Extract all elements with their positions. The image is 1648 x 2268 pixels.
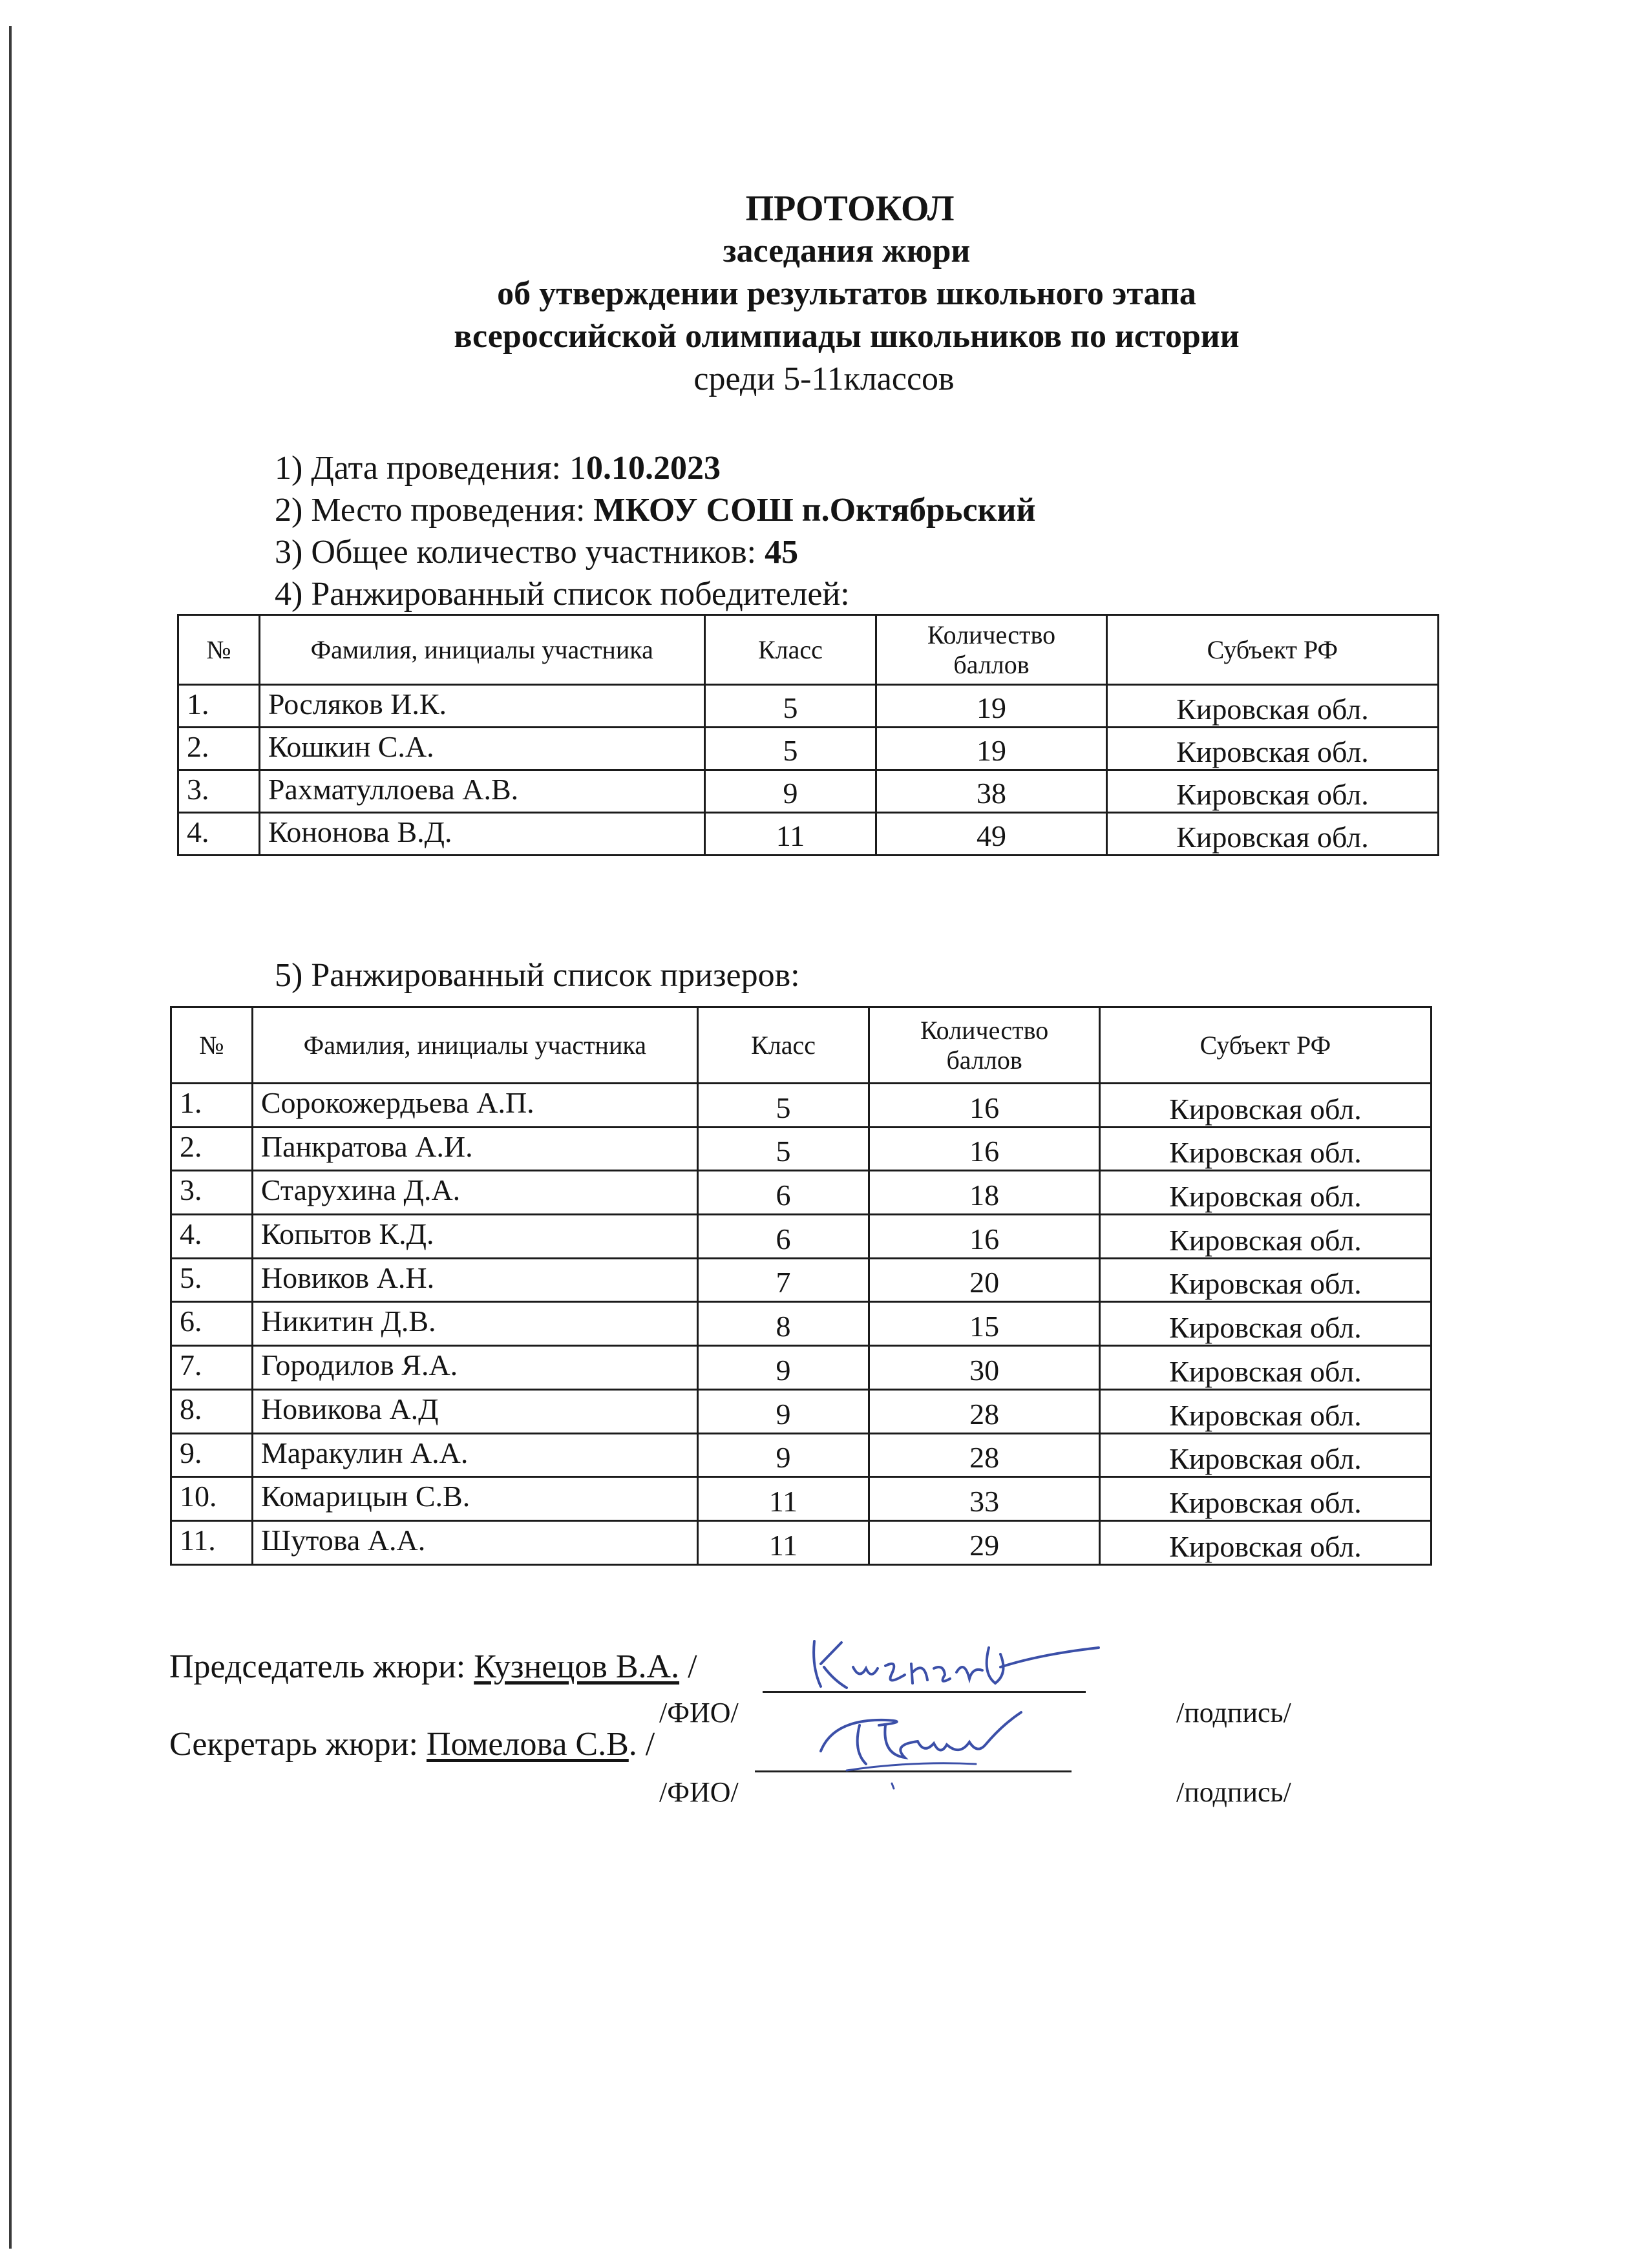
cell-no: 1. — [178, 685, 260, 728]
cell-no: 1. — [171, 1084, 253, 1128]
column-header-class: Класс — [704, 615, 876, 685]
prizers-header-row — [171, 1007, 1431, 1084]
info-date-value: 0.10.2023 — [586, 450, 721, 487]
cell-region: Кировская обл. — [1106, 813, 1438, 856]
cell-name: Копытов К.Д. — [252, 1215, 697, 1259]
cell-no: 7. — [171, 1346, 253, 1390]
cell-no: 6. — [171, 1302, 253, 1346]
table-row — [171, 1389, 1431, 1433]
info-count-label: 3) Общее количество участников: — [275, 534, 765, 571]
cell-class: 6 — [697, 1215, 869, 1259]
column-header-name: Фамилия, инициалы участника — [252, 1007, 697, 1084]
cell-class: 9 — [697, 1346, 869, 1390]
chair-handwritten-signature — [795, 1628, 1105, 1706]
info-place-value: МКОУ СОШ п.Октябрьский — [593, 492, 1036, 529]
cell-score: 20 — [869, 1258, 1100, 1302]
cell-no: 2. — [178, 728, 260, 770]
cell-no: 4. — [178, 813, 260, 856]
cell-no: 5. — [171, 1258, 253, 1302]
secretary-handwritten-signature — [808, 1699, 1066, 1796]
cell-class: 11 — [697, 1520, 869, 1564]
cell-score: 28 — [869, 1433, 1100, 1477]
info-winners-heading: 4) Ранжированный список победителей: — [275, 576, 850, 613]
info-place-label: 2) Место проведения: — [275, 492, 594, 529]
info-date — [275, 449, 721, 487]
document-subtitle-2: об утверждении результатов школьного этапа — [497, 275, 1196, 312]
cell-region: Кировская обл. — [1099, 1433, 1431, 1477]
column-header-class: Класс — [697, 1007, 869, 1084]
winners-header-row — [178, 615, 1439, 685]
cell-region: Кировская обл. — [1099, 1520, 1431, 1564]
cell-name: Новикова А.Д — [252, 1389, 697, 1433]
cell-score: 19 — [876, 728, 1107, 770]
cell-region: Кировская обл. — [1099, 1258, 1431, 1302]
cell-no: 3. — [178, 770, 260, 813]
cell-score: 16 — [869, 1127, 1100, 1171]
cell-class: 11 — [704, 813, 876, 856]
column-header-score-line2: баллов — [953, 649, 1030, 679]
cell-region: Кировская обл. — [1099, 1171, 1431, 1215]
cell-class: 7 — [697, 1258, 869, 1302]
info-prizers-heading: 5) Ранжированный список призеров: — [275, 957, 800, 994]
cell-region: Кировская обл. — [1099, 1084, 1431, 1128]
table-row — [178, 813, 1439, 856]
cell-name: Комарицын С.В. — [252, 1477, 697, 1521]
column-header-score — [869, 1007, 1100, 1084]
cell-score: 19 — [876, 685, 1107, 728]
cell-class: 9 — [697, 1389, 869, 1433]
chair-label: Председатель жюри: — [169, 1648, 474, 1685]
column-header-score-line1: Количество — [920, 1015, 1049, 1045]
cell-name: Сорокожердьева А.П. — [252, 1084, 697, 1128]
cell-no: 9. — [171, 1433, 253, 1477]
table-row — [171, 1477, 1431, 1521]
secretary-signature-label: /подпись/ — [1176, 1776, 1291, 1808]
cell-name: Панкратова А.И. — [252, 1127, 697, 1171]
document-subtitle-3: всероссийской олимпиады школьников по истории — [454, 318, 1240, 355]
table-row — [171, 1127, 1431, 1171]
cell-no: 2. — [171, 1127, 253, 1171]
info-date-label: 1) Дата проведения: 1 — [275, 450, 586, 487]
table-row — [178, 770, 1439, 813]
cell-class: 11 — [697, 1477, 869, 1521]
table-row — [171, 1346, 1431, 1390]
cell-score: 16 — [869, 1215, 1100, 1259]
cell-class: 9 — [704, 770, 876, 813]
cell-region: Кировская обл. — [1106, 770, 1438, 813]
table-row — [171, 1520, 1431, 1564]
table-row — [178, 685, 1439, 728]
info-place — [275, 491, 1035, 529]
cell-name: Старухина Д.А. — [252, 1171, 697, 1215]
table-row — [171, 1215, 1431, 1259]
secretary-fio-label: /ФИО/ — [659, 1776, 739, 1808]
table-row — [171, 1258, 1431, 1302]
winners-table — [177, 614, 1439, 856]
chair-slash: / — [679, 1648, 697, 1685]
cell-score: 28 — [869, 1389, 1100, 1433]
cell-class: 5 — [697, 1127, 869, 1171]
cell-score: 29 — [869, 1520, 1100, 1564]
prizers-table — [170, 1006, 1432, 1566]
cell-no: 8. — [171, 1389, 253, 1433]
cell-region: Кировская обл. — [1106, 685, 1438, 728]
cell-score: 33 — [869, 1477, 1100, 1521]
secretary-slash: . / — [628, 1726, 655, 1763]
table-row — [171, 1084, 1431, 1128]
table-row — [171, 1433, 1431, 1477]
cell-class: 5 — [704, 728, 876, 770]
cell-no: 11. — [171, 1520, 253, 1564]
info-count — [275, 533, 798, 571]
cell-score: 49 — [876, 813, 1107, 856]
cell-region: Кировская обл. — [1099, 1215, 1431, 1259]
cell-name: Шутова А.А. — [252, 1520, 697, 1564]
column-header-region: Субъект РФ — [1099, 1007, 1431, 1084]
info-count-value: 45 — [765, 534, 799, 571]
column-header-no: № — [178, 615, 260, 685]
column-header-region: Субъект РФ — [1106, 615, 1438, 685]
cell-region: Кировская обл. — [1106, 728, 1438, 770]
chair-line — [169, 1648, 697, 1686]
cell-class: 6 — [697, 1171, 869, 1215]
cell-name: Росляков И.К. — [259, 685, 704, 728]
secretary-line — [169, 1725, 655, 1763]
cell-score: 18 — [869, 1171, 1100, 1215]
secretary-name: Помелова С.В — [426, 1726, 629, 1763]
cell-region: Кировская обл. — [1099, 1346, 1431, 1390]
table-row — [178, 728, 1439, 770]
cell-name: Маракулин А.А. — [252, 1433, 697, 1477]
cell-region: Кировская обл. — [1099, 1389, 1431, 1433]
document-title: ПРОТОКОЛ — [745, 189, 955, 229]
cell-no: 3. — [171, 1171, 253, 1215]
cell-class: 8 — [697, 1302, 869, 1346]
cell-class: 5 — [697, 1084, 869, 1128]
cell-name: Никитин Д.В. — [252, 1302, 697, 1346]
cell-no: 10. — [171, 1477, 253, 1521]
cell-name: Новиков А.Н. — [252, 1258, 697, 1302]
cell-score: 16 — [869, 1084, 1100, 1128]
chair-name: Кузнецов В.А. — [474, 1648, 680, 1685]
cell-no: 4. — [171, 1215, 253, 1259]
cell-score: 38 — [876, 770, 1107, 813]
chair-fio-label: /ФИО/ — [659, 1697, 739, 1728]
column-header-score — [876, 615, 1107, 685]
document-subtitle-1: заседания жюри — [723, 233, 971, 269]
cell-name: Кононова В.Д. — [259, 813, 704, 856]
cell-name: Рахматуллоева А.В. — [259, 770, 704, 813]
table-row — [171, 1302, 1431, 1346]
cell-class: 5 — [704, 685, 876, 728]
cell-score: 15 — [869, 1302, 1100, 1346]
cell-region: Кировская обл. — [1099, 1477, 1431, 1521]
column-header-score-line2: баллов — [946, 1045, 1022, 1075]
cell-name: Городилов Я.А. — [252, 1346, 697, 1390]
cell-name: Кошкин С.А. — [259, 728, 704, 770]
chair-signature-label: /подпись/ — [1176, 1697, 1291, 1728]
cell-region: Кировская обл. — [1099, 1302, 1431, 1346]
table-row — [171, 1171, 1431, 1215]
title-block — [0, 187, 1648, 401]
column-header-no: № — [171, 1007, 253, 1084]
document-subtitle-4: среди 5-11классов — [693, 361, 955, 397]
cell-score: 30 — [869, 1346, 1100, 1390]
cell-class: 9 — [697, 1433, 869, 1477]
column-header-name: Фамилия, инициалы участника — [259, 615, 704, 685]
cell-region: Кировская обл. — [1099, 1127, 1431, 1171]
column-header-score-line1: Количество — [927, 620, 1056, 649]
secretary-label: Секретарь жюри: — [169, 1726, 427, 1763]
